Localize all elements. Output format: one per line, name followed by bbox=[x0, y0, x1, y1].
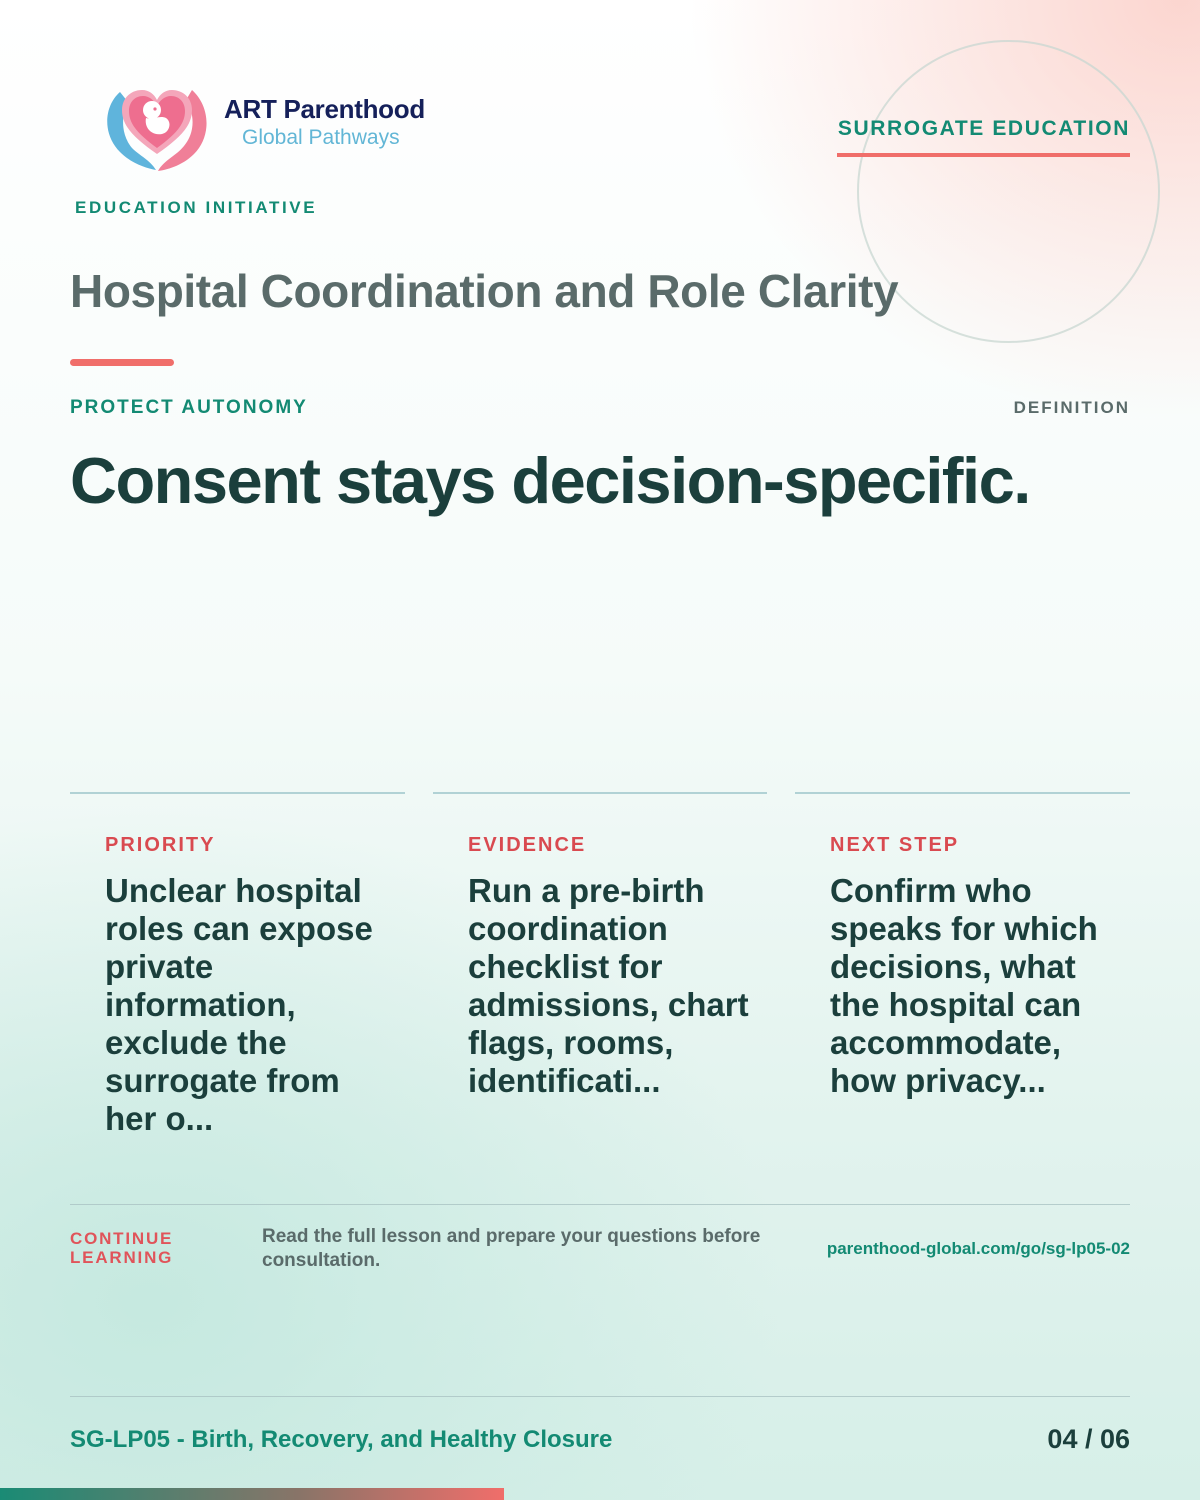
card-body: Confirm who speaks for which decisions, what the hospital can accommodate, how privacy... bbox=[830, 872, 1098, 1099]
card-body: Run a pre-birth coordination checklist for admissions, chart flags, rooms, identificati... bbox=[468, 872, 749, 1099]
divider bbox=[70, 1396, 1130, 1397]
continue-text: Read the full lesson and prepare your questions before consultation. bbox=[262, 1226, 761, 1271]
brand-tagline: Global Pathways bbox=[242, 126, 400, 149]
statement-headline: Consent stays decision-specific. bbox=[70, 444, 1030, 517]
course-title: SG-LP05 - Birth, Recovery, and Healthy Closure bbox=[70, 1426, 613, 1453]
initiative-kicker: EDUCATION INITIATIVE bbox=[75, 198, 318, 217]
lesson-title: Hospital Coordination and Role Clarity bbox=[70, 265, 899, 317]
statement-type: DEFINITION bbox=[1013, 398, 1130, 417]
card-label: EVIDENCE bbox=[468, 834, 587, 856]
card-next-step bbox=[795, 792, 1130, 1152]
section-tag-underline bbox=[837, 153, 1130, 157]
card-priority bbox=[70, 792, 405, 1152]
decorative-circle bbox=[857, 40, 1160, 343]
title-accent-bar bbox=[70, 359, 174, 366]
continue-label: CONTINUE LEARNING bbox=[70, 1229, 174, 1267]
card-evidence bbox=[433, 792, 767, 1152]
divider bbox=[70, 1204, 1130, 1205]
brand-name: ART Parenthood bbox=[224, 94, 425, 124]
heart-hands-baby-icon bbox=[100, 72, 215, 177]
statement-eyebrow: PROTECT AUTONOMY bbox=[70, 397, 308, 418]
lesson-link[interactable]: parenthood-global.com/go/sg-lp05-02 bbox=[826, 1239, 1130, 1258]
page-indicator: 04 / 06 bbox=[1047, 1424, 1130, 1454]
brand-logo[interactable] bbox=[100, 72, 445, 177]
card-label: PRIORITY bbox=[105, 834, 216, 856]
card-label: NEXT STEP bbox=[830, 834, 960, 856]
progress-accent-bar bbox=[0, 1488, 504, 1500]
card-body: Unclear hospital roles can expose private information, exclude the surrogate from her o... bbox=[105, 872, 373, 1137]
section-tag: SURROGATE EDUCATION bbox=[837, 117, 1130, 140]
